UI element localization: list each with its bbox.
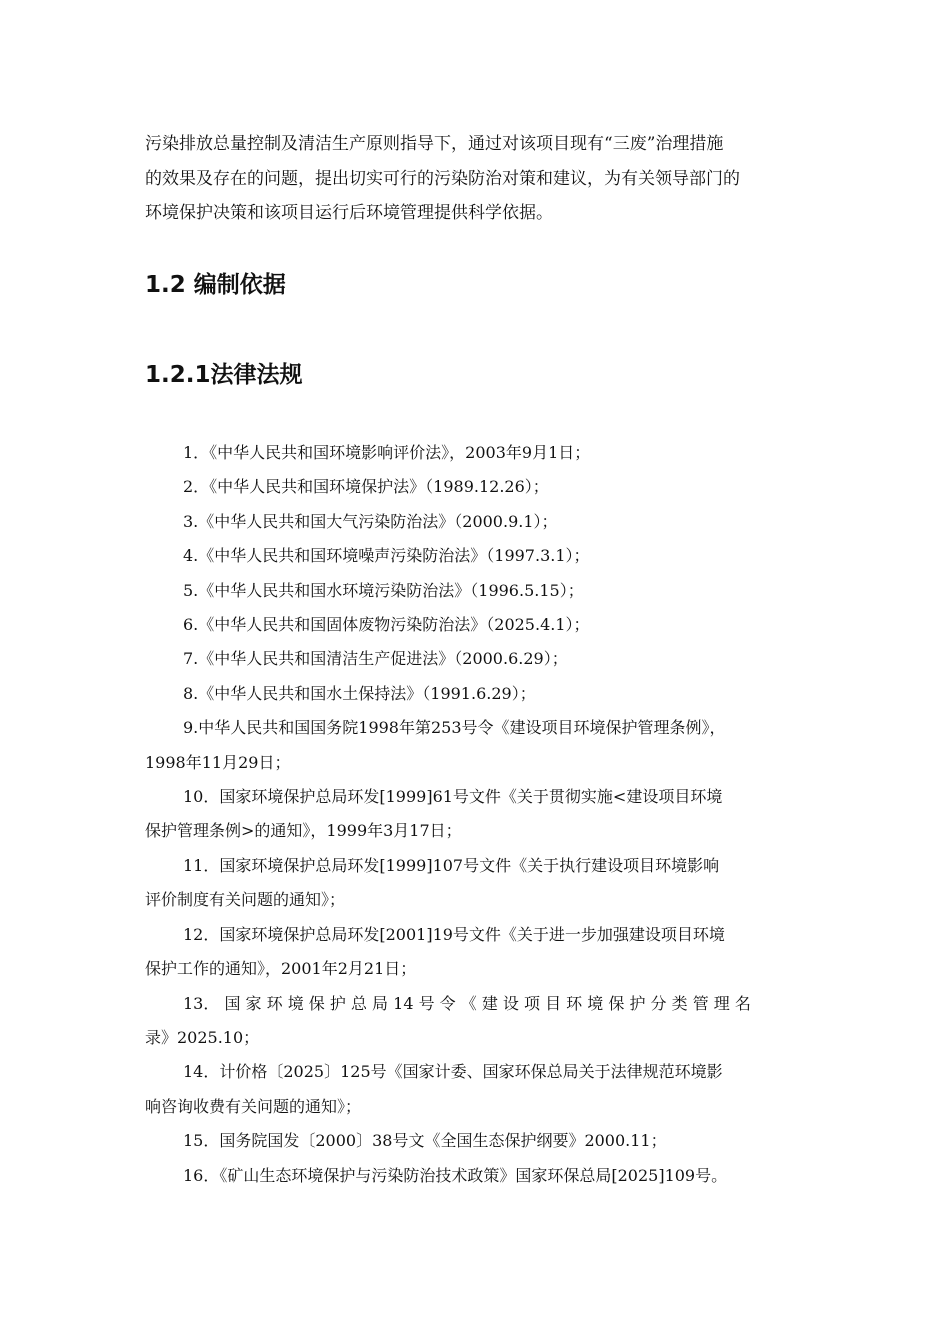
- law-item: [145, 780, 835, 849]
- law-item-line: 15．国务院国发〔2000〕38号文《全国生态保护纲要》2000.11；: [183, 1131, 667, 1151]
- law-item-line: 1998年11月29日；: [145, 752, 291, 772]
- intro-line: 环境保护决策和该项目运行后环境管理提供科学依据。: [145, 203, 553, 223]
- law-item: [145, 1055, 835, 1124]
- law-item-line: 4.《中华人民共和国环境噪声污染防治法》（1997.3.1）；: [183, 546, 590, 566]
- law-item-line: 5.《中华人民共和国水环境污染防治法》（1996.5.15）；: [183, 580, 584, 600]
- law-item-line: 12．国家环境保护总局环发[2001]19号文件《关于进一步加强建设项目环境: [183, 924, 725, 944]
- law-item: [145, 574, 835, 608]
- law-item-line: 16．《矿山生态环境保护与污染防治技术政策》国家环保总局[2025]109号。: [183, 1165, 728, 1185]
- law-item-line: 10．国家环境保护总局环发[1999]61号文件《关于贯彻实施<建设项目环境: [183, 787, 723, 807]
- subsection-heading: 1.2.1法律法规: [145, 362, 303, 388]
- law-item-line: 3.《中华人民共和国大气污染防治法》（2000.9.1）；: [183, 511, 558, 531]
- law-item-line: 保护管理条例>的通知》，1999年3月17日；: [145, 821, 462, 841]
- law-item: [145, 677, 835, 711]
- law-item-line: 评价制度有关问题的通知》；: [145, 890, 346, 910]
- section-heading: 1.2 编制依据: [145, 272, 286, 298]
- law-item-line: 14．计价格〔2025〕125号《国家计委、国家环保总局关于法律规范环境影: [183, 1062, 723, 1082]
- intro-paragraph: [145, 127, 835, 231]
- law-item: [145, 987, 835, 1056]
- law-item-line: 保护工作的通知》，2001年2月21日；: [145, 959, 417, 979]
- law-item-line: 7.《中华人民共和国清洁生产促进法》（2000.6.29）；: [183, 649, 568, 669]
- law-item: [145, 1124, 835, 1158]
- law-item-line: 9.中华人民共和国国务院1998年第253号令《建设项目环境保护管理条例》，: [183, 718, 726, 738]
- law-item: [145, 539, 835, 573]
- law-item: [145, 436, 835, 470]
- law-item: [145, 608, 835, 642]
- law-item-line: 13． 国 家 环 境 保 护 总 局 14 号 令 《 建 设 项 目 环 境 保 护 分 类 管 理 名: [183, 993, 751, 1013]
- law-item: [145, 711, 835, 780]
- law-item: [145, 1159, 835, 1193]
- law-item-line: 2．《中华人民共和国环境保护法》（1989.12.26）；: [183, 477, 549, 497]
- law-item: [145, 505, 835, 539]
- law-item-line: 录》2025.10；: [145, 1027, 260, 1047]
- laws-list: [145, 436, 835, 1193]
- law-item: [145, 470, 835, 504]
- law-item-line: 1．《中华人民共和国环境影响评价法》，2003年9月1日；: [183, 443, 591, 462]
- intro-line: 的效果及存在的问题，提出切实可行的污染防治对策和建议，为有关领导部门的: [145, 168, 740, 189]
- law-item: [145, 642, 835, 676]
- law-item-line: 11．国家环境保护总局环发[1999]107号文件《关于执行建设项目环境影响: [183, 855, 720, 875]
- law-item: [145, 918, 835, 987]
- law-item-line: 8.《中华人民共和国水土保持法》（1991.6.29）；: [183, 683, 536, 703]
- law-item: [145, 849, 835, 918]
- law-item-line: 响咨询收费有关问题的通知》；: [145, 1096, 362, 1116]
- law-item-line: 6.《中华人民共和国固体废物污染防治法》（2025.4.1）；: [183, 615, 590, 635]
- intro-line: 污染排放总量控制及清洁生产原则指导下，通过对该项目现有“三废”治理措施: [145, 134, 724, 154]
